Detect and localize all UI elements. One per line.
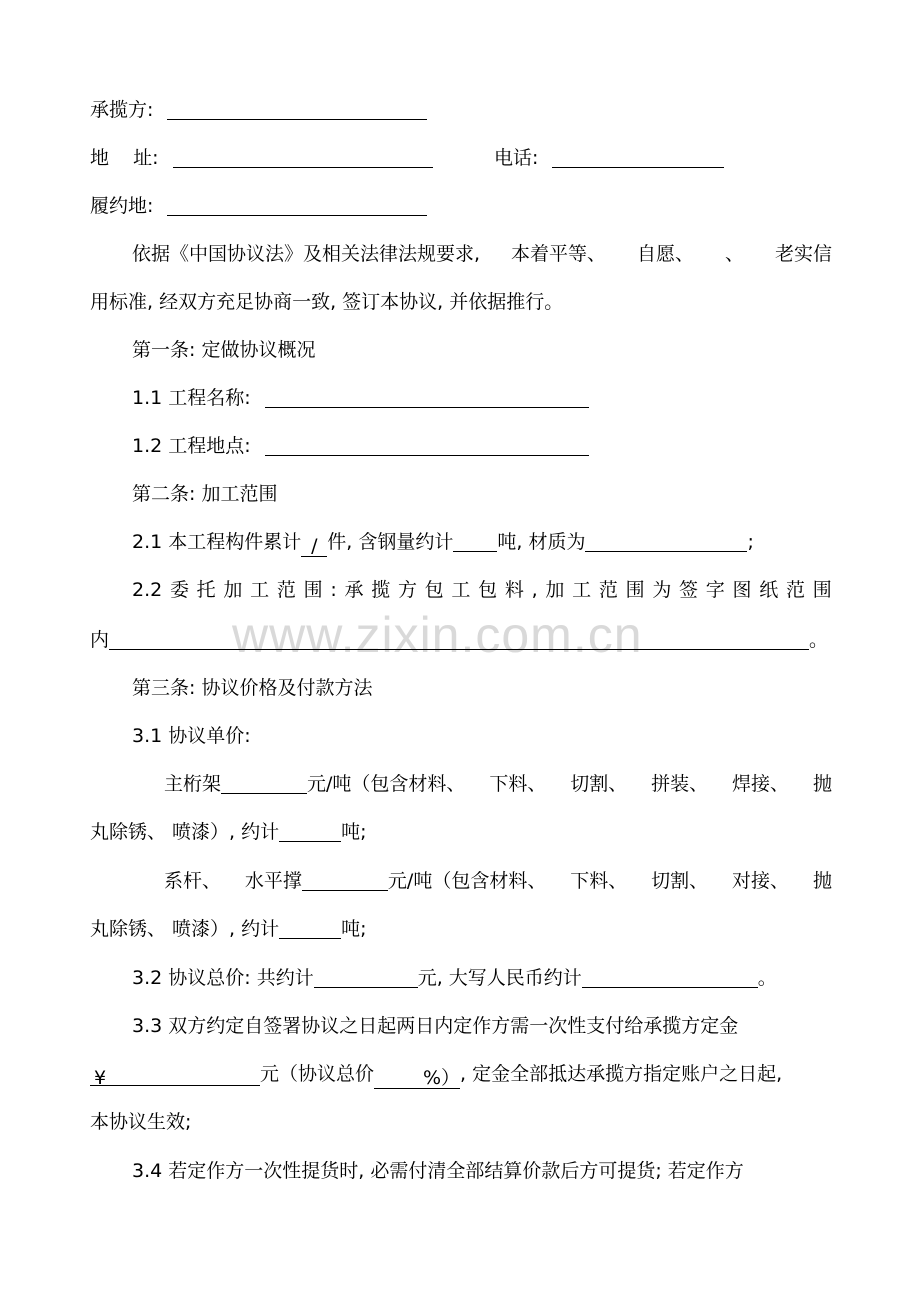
place-row <box>90 193 427 219</box>
item-2-1-text: ; <box>747 531 754 553</box>
item-1-2-row <box>132 433 589 459</box>
text-char: 工 <box>572 579 592 601</box>
contractor-row <box>90 97 427 123</box>
intro-text: 依据《中国协议法》及相关法律法规要求, <box>132 243 481 265</box>
text-char: 包 <box>478 579 498 601</box>
rod-unit: 元/吨（包含材料、 <box>387 870 547 892</box>
text-char: 加 <box>223 579 243 601</box>
item-3-2-text: 。 <box>757 967 777 989</box>
item-2-1-text: 2.1 本工程构件累计 <box>132 531 302 553</box>
item-3-3-line-2 <box>90 1061 782 1089</box>
project-name-blank[interactable] <box>265 387 589 408</box>
text-char: 签 <box>679 579 699 601</box>
item-2-2-text: 内 <box>90 629 110 651</box>
rod-weight-blank[interactable] <box>279 918 341 939</box>
place-blank[interactable] <box>167 195 427 216</box>
place-label: 履约地: <box>90 195 154 217</box>
phone-label: 电话: <box>494 147 539 169</box>
deposit-amount-blank[interactable] <box>90 1065 260 1089</box>
text-char: 加 <box>545 579 565 601</box>
text-char: 字 <box>705 579 725 601</box>
contractor-blank[interactable] <box>167 99 427 120</box>
text-char: 图 <box>732 579 752 601</box>
rod-price-blank[interactable] <box>302 870 388 891</box>
text-char: 工 <box>451 579 471 601</box>
truss-price-line-1 <box>164 771 832 797</box>
contractor-label: 承揽方: <box>90 99 154 121</box>
truss-text: 下料、 <box>489 773 547 795</box>
item-3-1-label: 3.1 协议单价: <box>132 725 251 747</box>
item-2-2-line-2 <box>90 627 828 653</box>
truss-label: 主桁架 <box>164 773 222 795</box>
intro-text: 、 <box>724 243 744 265</box>
component-count-blank[interactable]: / <box>301 536 327 557</box>
item-3-2-row <box>132 965 777 991</box>
rod-price-line-1 <box>164 868 832 894</box>
text-char: 纸 <box>759 579 779 601</box>
address-blank[interactable] <box>173 147 433 168</box>
address-label: 地 址: <box>90 147 159 169</box>
material-blank[interactable] <box>585 531 747 552</box>
total-price-blank[interactable] <box>314 967 418 988</box>
article-3-title: 第三条: 协议价格及付款方法 <box>132 677 373 699</box>
text-char: : <box>330 579 337 601</box>
text-char: 2.2 <box>132 579 163 601</box>
intro-line-2: 用标准, 经双方充足协商一致, 签订本协议, 并依据推行。 <box>90 291 564 313</box>
item-3-3-text: , 定金全部抵达承揽方指定账户之日起, <box>460 1063 783 1085</box>
truss-text: 切割、 <box>570 773 628 795</box>
item-1-2-label: 1.2 工程地点: <box>132 435 251 457</box>
text-char: 工 <box>250 579 270 601</box>
text-char: 范 <box>276 579 296 601</box>
phone-blank[interactable] <box>552 147 724 168</box>
intro-line-1 <box>132 241 832 267</box>
item-1-1-row <box>132 385 589 411</box>
truss-text: 丸除锈、 喷漆）, 约计 <box>90 821 280 843</box>
article-2-title: 第二条: 加工范围 <box>132 483 278 505</box>
item-3-2-text: 3.2 协议总价: 共约计 <box>132 967 314 989</box>
text-char: 委 <box>169 579 189 601</box>
item-3-3-line-3: 本协议生效; <box>90 1111 192 1133</box>
item-3-3-text: 元（协议总价 <box>260 1063 375 1085</box>
truss-text: 吨; <box>341 821 367 843</box>
steel-weight-blank[interactable] <box>453 531 497 552</box>
watermark: www.zixin.com.cn <box>232 607 643 663</box>
total-price-words-blank[interactable] <box>582 967 758 988</box>
rod-text: 对接、 <box>732 870 790 892</box>
item-2-1-row <box>132 529 754 557</box>
item-1-1-label: 1.1 工程名称: <box>132 387 251 409</box>
item-2-2-line-1 <box>132 577 832 603</box>
text-char: 为 <box>652 579 672 601</box>
item-3-3-line-1: 3.3 双方约定自签署协议之日起两日内定作方需一次性支付给承揽方定金 <box>132 1015 739 1037</box>
rod-price-line-2 <box>90 916 367 942</box>
rod-label: 水平撑 <box>244 870 302 892</box>
truss-weight-blank[interactable] <box>279 821 341 842</box>
text-char: 范 <box>598 579 618 601</box>
rod-text: 系杆、 <box>164 870 222 892</box>
rod-text <box>245 868 546 894</box>
text-char: 范 <box>785 579 805 601</box>
address-row <box>90 145 433 171</box>
item-2-2-text: 。 <box>809 629 829 651</box>
item-3-2-text: 元, 大写人民币约计 <box>417 967 582 989</box>
text-char: 料 <box>504 579 524 601</box>
truss-price-line-2 <box>90 819 367 845</box>
rod-text: 吨; <box>341 918 367 940</box>
item-2-1-text: 吨, 材质为 <box>497 531 586 553</box>
text-char: 托 <box>196 579 216 601</box>
percent-text: %） <box>422 1067 461 1089</box>
intro-text: 本着平等、 <box>511 243 607 265</box>
item-2-1-text: 件, 含钢量约计 <box>327 531 454 553</box>
text-char: 包 <box>424 579 444 601</box>
text-char: 围 <box>812 579 832 601</box>
item-3-4-line-1: 3.4 若定作方一次性提货时, 必需付清全部结算价款后方可提货; 若定作方 <box>132 1160 744 1182</box>
truss-unit: 元/吨（包含材料、 <box>307 773 466 795</box>
text-char: 围 <box>625 579 645 601</box>
truss-text: 抛 <box>812 773 832 795</box>
article-1-title: 第一条: 定做协议概况 <box>132 339 316 361</box>
project-location-blank[interactable] <box>265 435 589 456</box>
intro-text: 自愿、 <box>637 243 695 265</box>
truss-text: 拼装、 <box>651 773 709 795</box>
text-char: 承 <box>344 579 364 601</box>
intro-text: 老实信 <box>774 243 832 265</box>
yen-sign: ¥ <box>94 1067 107 1089</box>
rod-text: 下料、 <box>570 870 628 892</box>
rod-text: 丸除锈、 喷漆）, 约计 <box>90 918 280 940</box>
text-char: , <box>531 579 538 601</box>
text-char: 方 <box>397 579 417 601</box>
text-char: 揽 <box>371 579 391 601</box>
phone-row <box>494 145 724 171</box>
rod-text: 抛 <box>812 870 832 892</box>
truss-text: 焊接、 <box>732 773 790 795</box>
text-char: 围 <box>303 579 323 601</box>
truss-text <box>164 771 465 797</box>
processing-scope-blank[interactable] <box>109 629 809 650</box>
rod-text: 切割、 <box>651 870 709 892</box>
deposit-percent-blank[interactable] <box>374 1068 460 1089</box>
truss-price-blank[interactable] <box>221 773 307 794</box>
